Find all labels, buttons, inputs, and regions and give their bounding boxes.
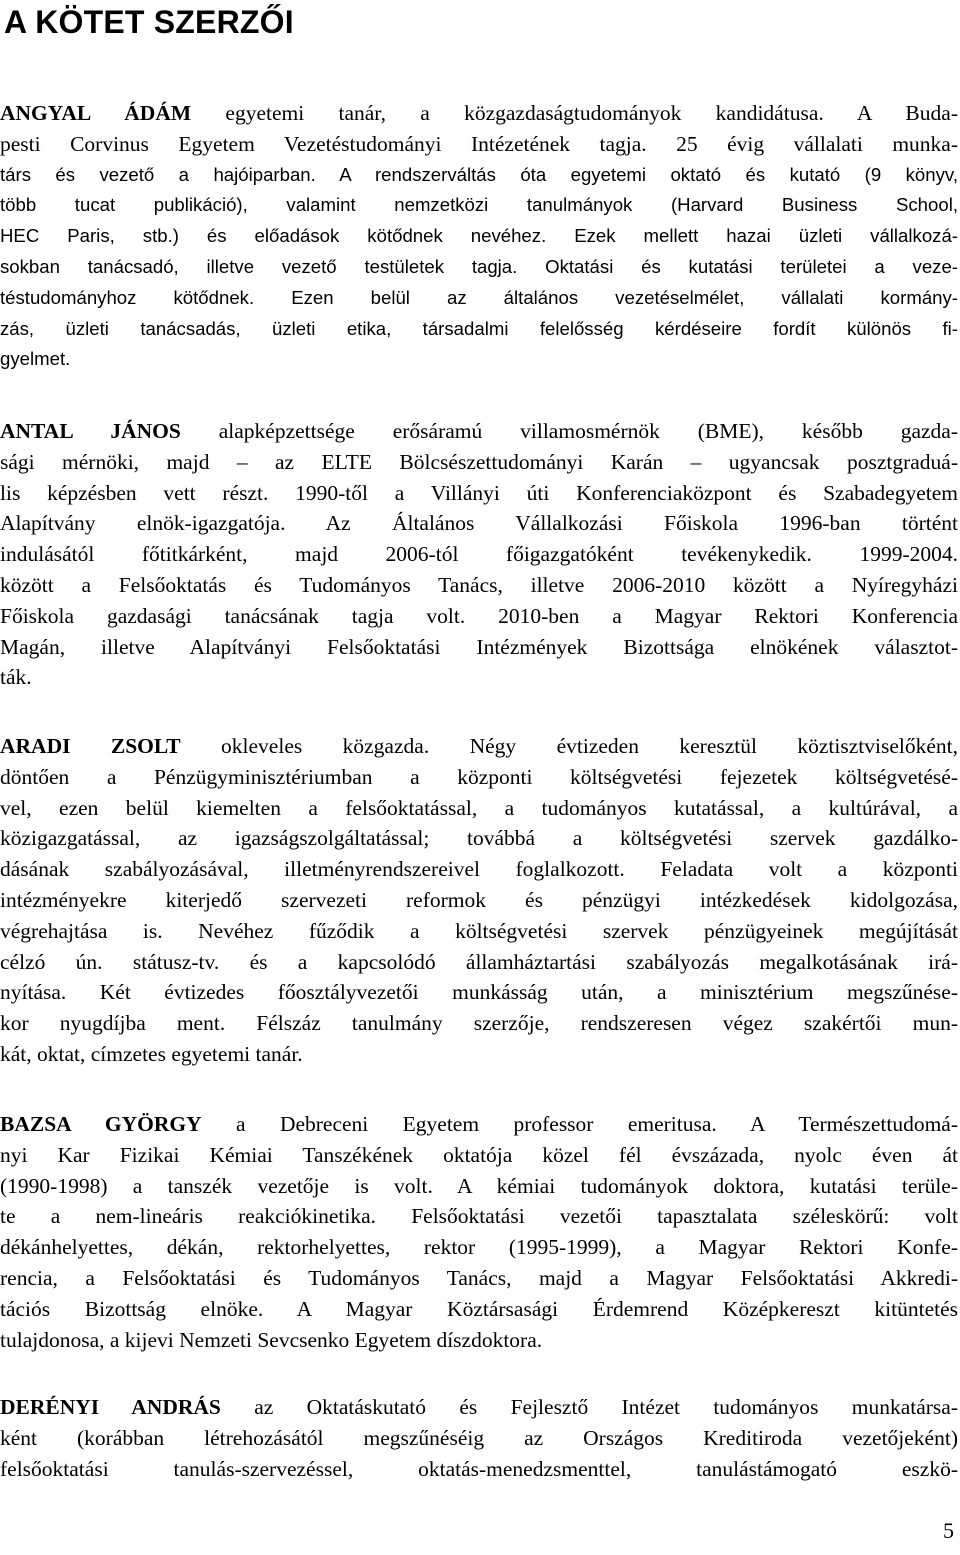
bio-line: közigazgatással, az igazságszolgáltatással; továbbá a költségvetési szervek gazdálko- <box>0 826 958 851</box>
bio-line: dásának szabályozásával, illetményrendszereivel foglalkozott. Feladata volt a központi <box>0 857 958 882</box>
bio-line: Alapítvány elnök-igazgatója. Az Általános Vállalkozási Főiskola 1996-ban történt <box>0 511 958 536</box>
bio-line: kát, oktat, címzetes egyetemi tanár. <box>0 1041 303 1066</box>
bio-line: célzó ún. státusz-tv. és a kapcsolódó államháztartási szabályozás megalkotásának irá- <box>0 949 958 974</box>
page-number: 5 <box>943 1518 954 1543</box>
bio-text: a Debreceni Egyetem professor emeritusa. A Természettudomá- <box>201 1112 958 1136</box>
bio-line: HEC Paris, stb.) és előadások kötődnek nevéhez. Ezek mellett hazai üzleti vállalkozá- <box>0 225 958 247</box>
bio-line <box>0 731 958 762</box>
author-name: ANGYAL ÁDÁM <box>0 101 192 125</box>
bio-line: te a nem-lineáris reakciókinetika. Felsőoktatási vezetői tapasztalata széleskörű: volt <box>0 1204 958 1229</box>
bio-line: kor nyugdíjba ment. Félszáz tanulmány szerzője, rendszeresen végez szakértői mun- <box>0 1011 958 1036</box>
bio-line: zás, üzleti tanácsadás, üzleti etika, társadalmi felelősség kérdéseire fordít különös fi- <box>0 317 958 339</box>
bio-text: egyetemi tanár, a közgazdaságtudományok kandidátusa. A Buda- <box>191 101 958 125</box>
bio-line: sokban tanácsadó, illetve vezető testületek tagja. Oktatási és kutatási területei a veze- <box>0 255 958 277</box>
bio-line: nyi Kar Fizikai Kémiai Tanszékének oktatója közel fél évszázada, nyolc éven át <box>0 1142 958 1167</box>
bio-line <box>0 416 958 447</box>
bio-line <box>0 1109 958 1140</box>
bio-line: vel, ezen belül kiemelten a felsőoktatással, a tudományos kutatással, a kultúrával, a <box>0 795 958 820</box>
bio-line: intézményekre kiterjedő szervezeti reformok és pénzügyi intézkedések kidolgozása, <box>0 887 958 912</box>
bio-line: sági mérnöki, majd – az ELTE Bölcsészettudományi Karán – ugyancsak posztgraduá- <box>0 449 958 474</box>
author-bio-antal <box>0 416 958 693</box>
bio-line: tulajdonosa, a kijevi Nemzeti Sevcsenko Egyetem díszdoktora. <box>0 1327 543 1352</box>
bio-line: döntően a Pénzügyminisztériumban a központi költségvetési fejezetek költségvetésé- <box>0 764 958 789</box>
page-title: A KÖTET SZERZŐI <box>4 4 294 40</box>
bio-line: (1990-1998) a tanszék vezetője is volt. A kémiai tudományok doktora, kutatási terüle- <box>0 1173 958 1198</box>
bio-line: ták. <box>0 665 32 690</box>
author-bio-bazsa <box>0 1109 958 1355</box>
bio-line: több tucat publikáció), valamint nemzetközi tanulmányok (Harvard Business School, <box>0 194 958 216</box>
bio-line: között a Felsőoktatás és Tudományos Tanács, illetve 2006-2010 között a Nyíregyházi <box>0 572 958 597</box>
author-bio-angyal <box>0 98 958 375</box>
bio-line: Főiskola gazdasági tanácsának tagja volt. 2010-ben a Magyar Rektori Konferencia <box>0 603 958 628</box>
author-bio-aradi <box>0 731 958 1070</box>
bio-line: lis képzésben vett részt. 1990-től a Villányi úti Konferenciaközpont és Szabadegyetem <box>0 480 958 505</box>
bio-line: téstudományhoz kötődnek. Ezen belül az általános vezetéselmélet, vállalati kormány- <box>0 286 958 308</box>
author-name: BAZSA GYÖRGY <box>0 1112 202 1136</box>
bio-line: végrehajtása is. Nevéhez fűződik a költségvetési szervek pénzügyeinek megújítását <box>0 918 958 943</box>
bio-line: rencia, a Felsőoktatási és Tudományos Tanács, majd a Magyar Felsőoktatási Akkredi- <box>0 1265 958 1290</box>
bio-text: az Oktatáskutató és Fejlesztő Intézet tudományos munkatársa- <box>220 1395 959 1419</box>
bio-line <box>0 98 958 129</box>
author-name: DERÉNYI ANDRÁS <box>0 1395 221 1419</box>
author-bio-derenyi <box>0 1392 958 1484</box>
bio-line: dékánhelyettes, dékán, rektorhelyettes, rektor (1995-1999), a Magyar Rektori Konfe- <box>0 1235 958 1260</box>
bio-line: gyelmet. <box>0 348 71 370</box>
author-name: ARADI ZSOLT <box>0 734 181 758</box>
author-name: ANTAL JÁNOS <box>0 419 181 443</box>
bio-line: ként (korábban létrehozásától megszűnéséig az Országos Kreditiroda vezetőjeként) <box>0 1425 958 1450</box>
bio-line: Magán, illetve Alapítványi Felsőoktatási Intézmények Bizottsága elnökének választot- <box>0 634 958 659</box>
bio-line <box>0 1392 958 1423</box>
bio-text: okleveles közgazda. Négy évtizeden keresztül köztisztviselőként, <box>180 734 958 758</box>
bio-line: indulásától főtitkárként, majd 2006-tól főigazgatóként tevékenykedik. 1999-2004. <box>0 542 958 567</box>
bio-line: nyítása. Két évtizedes főosztályvezetői munkásság után, a minisztérium megszűnése- <box>0 980 958 1005</box>
bio-text: alapképzettsége erősáramú villamosmérnök (BME), később gazda- <box>180 419 958 443</box>
bio-line: társ és vezető a hajóiparban. A rendszerváltás óta egyetemi oktató és kutató (9 könyv, <box>0 163 958 185</box>
bio-line: felsőoktatási tanulás-szervezéssel, oktatás-menedzsmenttel, tanulástámogató eszkö- <box>0 1456 958 1481</box>
bio-line: pesti Corvinus Egyetem Vezetéstudományi Intézetének tagja. 25 évig vállalati munka- <box>0 131 958 156</box>
bio-line: tációs Bizottság elnöke. A Magyar Köztársasági Érdemrend Középkereszt kitüntetés <box>0 1296 958 1321</box>
